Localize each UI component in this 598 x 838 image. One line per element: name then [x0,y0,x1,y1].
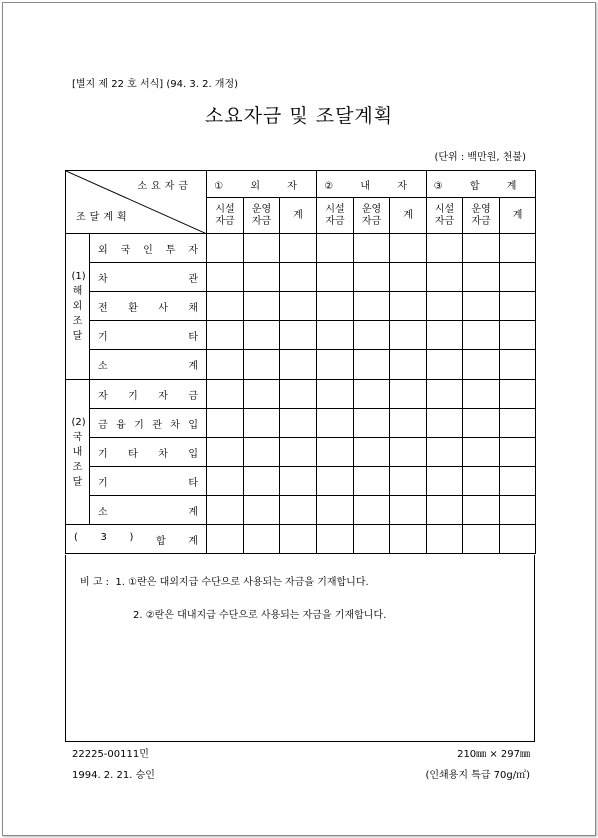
paper-size: 210㎜ × 297㎜ [457,749,530,760]
row-label-text: 차 관 [98,273,198,285]
funding-table [65,170,536,554]
row-label [90,350,207,380]
subcol-sum: 계 [390,198,427,234]
form-code: 22225-00111민 [72,749,149,760]
row-label-text: 외 국 인 투 자 [98,244,198,256]
row-label-text: ( 3 ) 합 계 [74,531,198,547]
note-line-1: 비 고 : 1. ①란은 대외지급 수단으로 사용되는 자금을 기재합니다. [80,577,369,588]
subcol-operating: 운영 자금 [354,198,390,234]
col-group-domestic: ② 내 자 [317,171,427,198]
subcol-sum: 계 [280,198,317,234]
subcol-facility: 시설 자금 [427,198,463,234]
row-label-text: 소 계 [98,506,198,518]
col-group-foreign: ① 외 자 [207,171,317,198]
total-row-label [66,525,207,554]
row-label-text: 전 환 사 채 [98,302,198,314]
unit-note: (단위 : 백만원, 천불) [434,152,526,163]
row-label [90,438,207,467]
note-line-2: 2. ②란은 대내지급 수단으로 사용되는 자금을 기재합니다. [133,610,387,621]
subcol-facility: 시설 자금 [317,198,354,234]
row-label-text: 기 타 [98,477,198,489]
row-label [90,380,207,409]
subcol-sum: 계 [500,198,536,234]
row-label-text: 금 융 기 관 차 입 [98,419,198,431]
corner-header-cell [66,171,207,234]
row-label [90,496,207,525]
row-label [90,263,207,292]
subcol-operating: 운영 자금 [244,198,280,234]
row-label [90,321,207,350]
form-number: [별지 제 22 호 서식] (94. 3. 2. 개정) [72,79,239,90]
paper-spec: (인쇄용지 특급 70g/㎡) [425,770,530,781]
row-label [90,409,207,438]
group-overseas-label: (1)해외조달 [66,234,90,380]
subcol-facility: 시설 자금 [207,198,244,234]
row-label-text: 기 타 [98,331,198,343]
row-label [90,467,207,496]
row-label-text: 소 계 [98,361,198,372]
col-group-total: ③ 합 계 [427,171,536,198]
corner-bottom-label: 조달계획 [76,212,131,223]
subcol-operating: 운영 자금 [463,198,500,234]
approval-date: 1994. 2. 21. 승인 [72,770,155,781]
row-label-text: 자 기 자 금 [98,390,198,402]
row-label [90,234,207,263]
corner-top-label: 소요자금 [137,181,192,192]
row-label [90,292,207,321]
row-label-text: 기 타 차 입 [98,448,198,460]
group-domestic-label: (2)국내조달 [66,380,90,525]
document-title: 소요자금 및 조달계획 [204,105,394,127]
